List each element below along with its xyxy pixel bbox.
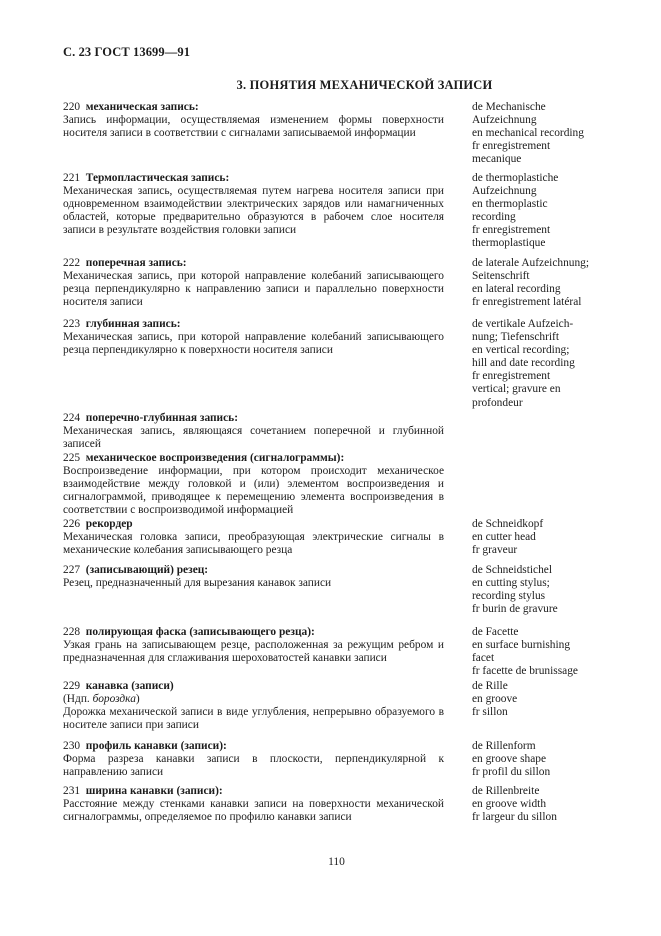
term-name: поперечная запись:	[85, 257, 187, 269]
foreign-term-line: fr enregistrement latéral	[472, 296, 582, 309]
term-definition: Запись информации, осуществляемая изменением формы поверхности носителя записи в соответствии с сигналами записываемой информации	[63, 114, 444, 140]
term-number: 223	[63, 318, 81, 330]
term-heading	[63, 740, 444, 753]
foreign-term-line: en surface burnishing	[472, 639, 571, 652]
term-definition: Механическая головка записи, преобразующая электрические сигналы в механические колебания записывающего резца	[63, 531, 444, 557]
term-russian	[63, 680, 444, 732]
term-definition: Узкая грань на записывающем резце, расположенная за режущим ребром и предназначенная для сглаживания шероховатостей канавки записи	[63, 639, 444, 665]
term-name: ширина канавки (записи):	[85, 785, 223, 797]
term-name: Термопластическая запись:	[85, 172, 230, 184]
note-suffix: )	[135, 693, 140, 706]
term-definition: Резец, предназначенный для вырезания канавок записи	[63, 577, 332, 590]
term-foreign-equivalents	[472, 564, 622, 616]
foreign-term-line: en groove	[472, 693, 518, 706]
term-heading	[63, 518, 444, 531]
term-foreign-equivalents	[472, 785, 622, 824]
foreign-term-line: de Mechanische	[472, 101, 546, 113]
foreign-term-line: de Facette	[472, 626, 519, 638]
note-deprecated-term: бороздка	[92, 693, 136, 706]
term-name: рекордер	[85, 518, 133, 530]
term-definition: Механическая запись, являющаяся сочетанием поперечной и глубинной записей	[63, 425, 444, 451]
term-definition: Механическая запись, при которой направление колебаний записывающего резца перпендикулярно к направлению записи и параллельно поверхности носителя записи	[63, 270, 444, 309]
term-definition: Механическая запись, осуществляемая путем нагрева носителя записи при одновременном взаимодействии электрических зарядов или намагниченных областей, которые предварительно образуются в рабочем слое носителя записи в результате воздействия головки записи	[63, 185, 444, 237]
foreign-term-line: en mechanical recording	[472, 127, 584, 140]
term-number: 224	[63, 412, 81, 424]
foreign-term-line: de Rillenform	[472, 740, 536, 752]
term-definition: Форма разреза канавки записи в плоскости, перпендикулярной к направлению записи	[63, 753, 444, 779]
page-header: С. 23 ГОСТ 13699—91	[63, 45, 191, 59]
term-name: механическая запись:	[85, 101, 199, 113]
term-russian	[63, 318, 444, 357]
term-number: 231	[63, 785, 81, 797]
foreign-term-line: en thermoplastic	[472, 198, 548, 211]
term-heading	[63, 785, 444, 798]
foreign-term-line: en groove width	[472, 798, 547, 811]
term-russian	[63, 785, 444, 824]
term-foreign-equivalents	[472, 318, 622, 410]
term-number: 230	[63, 740, 81, 752]
term-foreign-equivalents	[472, 518, 622, 557]
foreign-term-line: Seitenschrift	[472, 270, 530, 283]
term-russian	[63, 257, 444, 309]
term-name: профиль канавки (записи):	[85, 740, 227, 752]
term-heading	[63, 452, 444, 465]
foreign-term-line: fr enregistrement	[472, 140, 551, 153]
term-foreign-equivalents	[472, 740, 622, 779]
term-note	[63, 693, 444, 706]
page-number: 110	[328, 856, 345, 868]
term-heading	[63, 257, 444, 270]
term-name: полирующая фаска (записывающего резца):	[85, 626, 315, 638]
foreign-term-line: mecanique	[472, 153, 522, 166]
term-number: 229	[63, 680, 81, 692]
foreign-term-line: de laterale Aufzeichnung;	[472, 257, 590, 269]
term-name: механическое воспроизведения (сигналограммы):	[85, 452, 345, 464]
term-number: 220	[63, 101, 81, 113]
term-name: (записывающий) резец:	[85, 564, 209, 576]
term-heading	[63, 318, 444, 331]
term-foreign-equivalents	[472, 101, 622, 166]
term-heading	[63, 172, 444, 185]
foreign-term-line: en groove shape	[472, 753, 547, 766]
foreign-term-line: fr profil du sillon	[472, 766, 551, 779]
term-name: канавка (записи)	[85, 680, 174, 692]
term-number: 222	[63, 257, 81, 269]
foreign-term-line: recording stylus	[472, 590, 546, 603]
term-russian	[63, 740, 444, 779]
foreign-term-line: fr burin de gravure	[472, 603, 558, 616]
foreign-term-line: profondeur	[472, 396, 523, 409]
foreign-term-line: recording	[472, 211, 516, 224]
section-title: 3. ПОНЯТИЯ МЕХАНИЧЕСКОЙ ЗАПИСИ	[236, 78, 493, 92]
foreign-term-line: de thermoplastiche	[472, 172, 559, 184]
term-heading	[63, 101, 444, 114]
term-number: 226	[63, 518, 81, 530]
foreign-term-line: en cutting stylus;	[472, 577, 550, 590]
term-russian	[63, 412, 444, 451]
term-russian	[63, 518, 444, 557]
term-number: 228	[63, 626, 81, 638]
term-name: поперечно-глубинная запись:	[85, 412, 238, 424]
term-definition: Дорожка механической записи в виде углубления, непрерывно образуемого в носителе записи при записи	[63, 706, 444, 732]
term-russian	[63, 626, 444, 665]
foreign-term-line: thermoplastique	[472, 237, 546, 250]
foreign-term-line: nung; Tiefenschrift	[472, 331, 560, 344]
term-definition: Механическая запись, при которой направление колебаний записывающего резца перпендикулярно к поверхности носителя записи	[63, 331, 444, 357]
foreign-term-line: fr largeur du sillon	[472, 811, 557, 824]
foreign-term-line: fr graveur	[472, 544, 518, 557]
foreign-term-line: facet	[472, 652, 495, 665]
term-russian	[63, 452, 444, 517]
term-number: 225	[63, 452, 81, 464]
note-prefix: (Ндп.	[63, 693, 93, 706]
term-heading	[63, 412, 444, 425]
term-number: 221	[63, 172, 81, 184]
term-heading	[63, 680, 444, 693]
term-foreign-equivalents	[472, 680, 622, 719]
term-russian	[63, 101, 444, 140]
term-definition: Воспроизведение информации, при котором происходит механическое взаимодействие между головкой и (или) элементом воспроизведения и сигналограммой, приводящее к перемещению элемента воспроизведения в соответствии с воспроизводимой информацией	[63, 465, 444, 517]
foreign-term-line: fr enregistrement	[472, 224, 551, 237]
term-number: 227	[63, 564, 81, 576]
foreign-term-line: fr sillon	[472, 706, 508, 719]
term-russian	[63, 172, 444, 237]
foreign-term-line: de vertikale Aufzeich-	[472, 318, 574, 330]
foreign-term-line: Aufzeichnung	[472, 185, 537, 198]
foreign-term-line: de Schneidkopf	[472, 518, 544, 530]
term-name: глубинная запись:	[85, 318, 181, 330]
foreign-term-line: fr facette de brunissage	[472, 665, 578, 678]
foreign-term-line: de Schneidstichel	[472, 564, 553, 576]
foreign-term-line: hill and date recording	[472, 357, 575, 370]
term-heading	[63, 626, 444, 639]
foreign-term-line: de Rillenbreite	[472, 785, 540, 797]
foreign-term-line: en cutter head	[472, 531, 536, 544]
foreign-term-line: en vertical recording;	[472, 344, 570, 357]
foreign-term-line: en lateral recording	[472, 283, 561, 296]
foreign-term-line: fr enregistrement	[472, 370, 551, 383]
foreign-term-line: de Rille	[472, 680, 508, 692]
term-foreign-equivalents	[472, 626, 622, 678]
term-foreign-equivalents	[472, 172, 622, 251]
term-russian	[63, 564, 444, 590]
term-definition: Расстояние между стенками канавки записи на поверхности механической сигналограммы, определяемое по профилю канавки записи	[63, 798, 444, 824]
term-heading	[63, 564, 444, 577]
foreign-term-line: Aufzeichnung	[472, 114, 537, 127]
foreign-term-line: vertical; gravure en	[472, 383, 561, 396]
term-foreign-equivalents	[472, 257, 622, 309]
